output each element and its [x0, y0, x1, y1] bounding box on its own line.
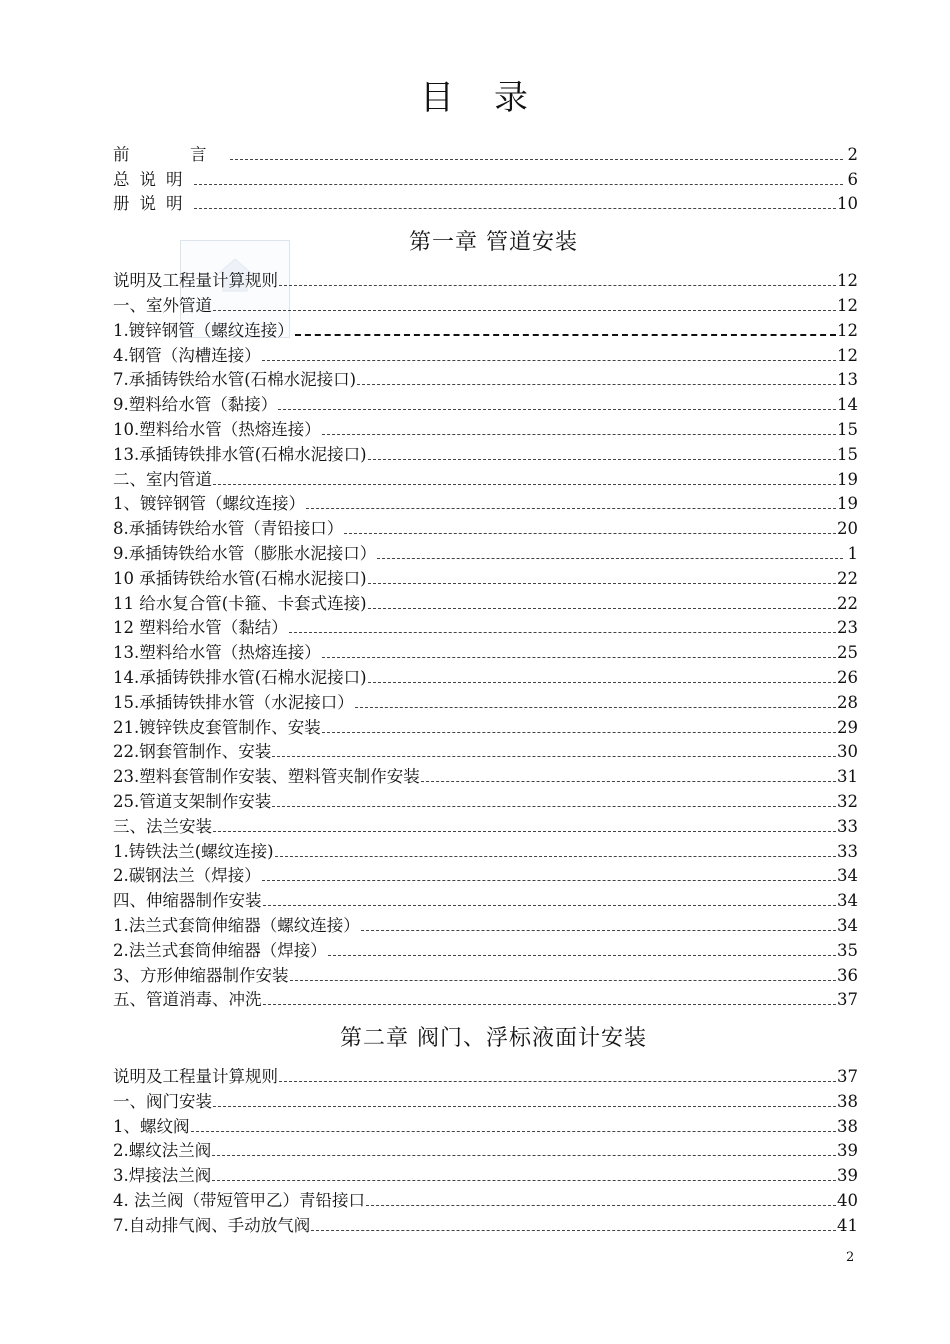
toc-entry-page: 37 [837, 990, 858, 1010]
toc-entry-page: 22 [837, 568, 858, 588]
toc-entry-page: 2 [847, 144, 858, 164]
toc-leader-line [191, 1119, 837, 1132]
toc-entry-label: 25.管道支架制作安装 [113, 791, 272, 811]
toc-entry-label: 五、管道消毒、冲洗 [113, 990, 262, 1010]
toc-entry-label: 7.自动排气阀、手动放气阀 [113, 1215, 311, 1235]
toc-entry-page: 29 [837, 717, 858, 737]
toc-leader-line [194, 172, 844, 185]
toc-leader-line [272, 744, 836, 757]
title-char-right: 录 [494, 78, 530, 118]
toc-leader-line [357, 372, 836, 385]
toc-entry-label: 1.法兰式套筒伸缩器（螺纹连接） [113, 915, 360, 935]
toc-entry[interactable] [113, 190, 858, 215]
toc-entry-label: 1、镀锌钢管（螺纹连接） [113, 494, 305, 514]
toc-entry-label: 22.钢套管制作、安装 [113, 742, 272, 762]
toc-entry-page: 22 [837, 593, 858, 613]
toc-entry[interactable] [113, 862, 858, 887]
chapter-heading [113, 1010, 858, 1062]
toc-entry-label: 3、方形伸缩器制作安装 [113, 965, 289, 985]
toc-entry[interactable] [113, 688, 858, 713]
toc-entry[interactable] [113, 589, 858, 614]
toc-leader-line [290, 968, 837, 981]
toc-entry[interactable] [113, 1137, 858, 1162]
toc-entry[interactable] [113, 564, 858, 589]
toc-entry-label: 13.承插铸铁排水管(石棉水泥接口) [113, 444, 367, 464]
toc-entry[interactable] [113, 738, 858, 763]
toc-leader-line [275, 844, 836, 857]
toc-entry-label: 10.塑料给水管（热熔连接） [113, 419, 321, 439]
toc-entry-page: 23 [837, 618, 858, 638]
toc-entry[interactable] [113, 713, 858, 738]
toc-entry-page: 34 [837, 866, 858, 886]
toc-entry-label: 1.铸铁法兰(螺纹连接) [113, 841, 274, 861]
toc-entry-label: 册说明 [113, 194, 193, 214]
toc-entry-label: 1.镀锌钢管（螺纹连接） [113, 320, 294, 340]
toc-leader-line [322, 720, 836, 733]
toc-entry-page: 15 [837, 419, 858, 439]
toc-entry-page: 28 [837, 692, 858, 712]
page-title [0, 76, 950, 120]
toc-entry-page: 25 [837, 643, 858, 663]
toc-entry[interactable] [113, 812, 858, 837]
toc-entry[interactable] [113, 291, 858, 316]
toc-entry-page: 34 [837, 915, 858, 935]
toc-entry[interactable] [113, 837, 858, 862]
toc-entry[interactable] [113, 1062, 858, 1087]
toc-entry-page: 38 [837, 1116, 858, 1136]
toc-entry-label: 13.塑料给水管（热熔连接） [113, 643, 321, 663]
toc-entry-page: 33 [837, 816, 858, 836]
toc-entry-label: 7.承插铸铁给水管(石棉水泥接口) [113, 370, 357, 390]
toc-entry[interactable] [113, 316, 858, 341]
toc-entry-label: 1、螺纹阀 [113, 1116, 190, 1136]
toc-entry-label: 14.承插铸铁排水管(石棉水泥接口) [113, 667, 367, 687]
toc-leader-line [213, 472, 836, 485]
toc-entry-page: 35 [837, 940, 858, 960]
toc-entry[interactable] [113, 1112, 858, 1137]
toc-entry-label: 总说明 [113, 169, 193, 189]
toc-entry-label: 8.承插铸铁给水管（青铅接口） [113, 519, 344, 539]
toc-leader-line [421, 769, 836, 782]
toc-leader-line [328, 943, 836, 956]
toc-entry-label: 3.焊接法兰阀 [113, 1166, 212, 1186]
toc-entry-label: 21.镀锌铁皮套管制作、安装 [113, 717, 321, 737]
toc-entry-page: 34 [837, 891, 858, 911]
toc-leader-line [230, 147, 844, 160]
toc-entry-page: 14 [837, 395, 858, 415]
toc-entry-label: 15.承插铸铁排水管（水泥接口） [113, 692, 354, 712]
toc-leader-line [213, 298, 836, 311]
toc-leader-line [344, 521, 836, 534]
toc-entry-page: 39 [837, 1141, 858, 1161]
toc-entry-page: 20 [837, 519, 858, 539]
toc-entry-label: 一、阀门安装 [113, 1091, 212, 1111]
toc-leader-line [368, 670, 836, 683]
toc-entry-page: 39 [837, 1166, 858, 1186]
toc-entry-label: 10 承插铸铁给水管(石棉水泥接口) [113, 568, 367, 588]
toc-entry[interactable] [113, 440, 858, 465]
toc-leader-line [213, 819, 836, 832]
toc-entry-page: 19 [837, 494, 858, 514]
toc-entry-page: 32 [837, 791, 858, 811]
toc-entry-page: 1 [847, 543, 858, 563]
page-number: 2 [846, 1250, 855, 1265]
toc-leader-line [322, 422, 836, 435]
toc-entry-label: 四、伸缩器制作安装 [113, 891, 262, 911]
toc-entry-page: 10 [837, 194, 858, 214]
toc-entry-page: 12 [837, 345, 858, 365]
toc-entry[interactable] [113, 1161, 858, 1186]
toc-entry-page: 19 [837, 469, 858, 489]
toc-entry[interactable] [113, 341, 858, 366]
toc-leader-line [278, 397, 836, 410]
toc-entry-label: 9.塑料给水管（黏接） [113, 395, 278, 415]
toc-entry-page: 40 [837, 1191, 858, 1211]
toc-entry-page: 12 [837, 295, 858, 315]
toc-leader-line [361, 918, 836, 931]
toc-leader-line [322, 645, 836, 658]
title-char-left: 目 [420, 78, 456, 118]
toc-entry-page: 37 [837, 1067, 858, 1087]
toc-entry-label: 二、室内管道 [113, 469, 212, 489]
toc-entry-page: 38 [837, 1091, 858, 1111]
table-of-contents [113, 140, 858, 1236]
toc-leader-line [212, 1143, 836, 1156]
toc-entry-page: 36 [837, 965, 858, 985]
toc-entry[interactable] [113, 762, 858, 787]
toc-leader-line [368, 447, 836, 460]
toc-entry-label: 23.塑料套管制作安装、塑料管夹制作安装 [113, 767, 420, 787]
toc-entry[interactable] [113, 266, 858, 291]
toc-entry[interactable] [113, 465, 858, 490]
toc-entry-label: 12 塑料给水管（黏结） [113, 618, 288, 638]
toc-entry[interactable] [113, 366, 858, 391]
toc-leader-line [263, 992, 837, 1005]
toc-entry-page: 15 [837, 444, 858, 464]
toc-entry[interactable] [113, 986, 858, 1011]
toc-leader-line [262, 348, 836, 361]
toc-entry[interactable] [113, 490, 858, 515]
toc-entry[interactable] [113, 936, 858, 961]
toc-leader-line [213, 1094, 836, 1107]
toc-entry-label: 一、室外管道 [113, 295, 212, 315]
toc-entry[interactable] [113, 514, 858, 539]
toc-leader-line [366, 1193, 836, 1206]
toc-leader-line [279, 273, 836, 286]
toc-entry-label: 2.螺纹法兰阀 [113, 1141, 212, 1161]
toc-entry[interactable] [113, 1186, 858, 1211]
toc-entry-page: 31 [837, 767, 858, 787]
toc-entry[interactable] [113, 1087, 858, 1112]
toc-entry-label: 9.承插铸铁给水管（膨胀水泥接口） [113, 543, 377, 563]
toc-entry-label: 2.法兰式套筒伸缩器（焊接） [113, 940, 327, 960]
toc-leader-line [272, 794, 836, 807]
toc-leader-line [377, 546, 843, 559]
toc-entry-page: 30 [837, 742, 858, 762]
toc-leader-line [311, 1218, 836, 1231]
toc-entry[interactable] [113, 961, 858, 986]
toc-entry-page: 12 [837, 271, 858, 291]
toc-entry[interactable] [113, 165, 858, 190]
toc-entry-page: 26 [837, 667, 858, 687]
toc-entry-label: 三、法兰安装 [113, 816, 212, 836]
toc-entry-label: 说明及工程量计算规则 [113, 1067, 278, 1087]
toc-entry[interactable] [113, 663, 858, 688]
toc-leader-line [194, 196, 837, 209]
toc-entry-label: 说明及工程量计算规则 [113, 271, 278, 291]
toc-entry-label: 前 言 [113, 144, 229, 164]
toc-leader-line [355, 695, 836, 708]
toc-leader-line [279, 1069, 836, 1082]
toc-leader-line [368, 571, 836, 584]
toc-entry-page: 41 [837, 1215, 858, 1235]
toc-entry[interactable] [113, 911, 858, 936]
toc-entry[interactable] [113, 1211, 858, 1236]
toc-leader-line [368, 596, 836, 609]
chapter-title: 第二章 阀门、浮标液面计安装 [340, 1025, 647, 1051]
toc-entry-page: 6 [847, 169, 858, 189]
toc-entry-label: 4.钢管（沟槽连接） [113, 345, 261, 365]
toc-entry[interactable] [113, 886, 858, 911]
toc-entry-label: 11 给水复合管(卡箍、卡套式连接) [113, 593, 367, 613]
toc-entry[interactable] [113, 390, 858, 415]
toc-leader-line [306, 496, 836, 509]
toc-entry[interactable] [113, 415, 858, 440]
toc-leader-line [212, 1168, 836, 1181]
chapter-title: 第一章 管道安装 [409, 229, 578, 255]
toc-entry-label: 4. 法兰阀（带短管甲乙）青铅接口 [113, 1191, 365, 1211]
toc-entry[interactable] [113, 140, 858, 165]
toc-entry-page: 12 [837, 320, 858, 340]
toc-entry[interactable] [113, 787, 858, 812]
toc-entry-label: 2.碳钢法兰（焊接） [113, 866, 261, 886]
toc-leader-line [263, 893, 837, 906]
toc-entry[interactable] [113, 638, 858, 663]
toc-leader-line [295, 322, 836, 336]
toc-leader-line [289, 620, 836, 633]
toc-entry[interactable] [113, 614, 858, 639]
toc-entry-page: 13 [837, 370, 858, 390]
chapter-heading [113, 214, 858, 266]
toc-entry[interactable] [113, 539, 858, 564]
toc-entry-page: 33 [837, 841, 858, 861]
toc-leader-line [262, 868, 836, 881]
